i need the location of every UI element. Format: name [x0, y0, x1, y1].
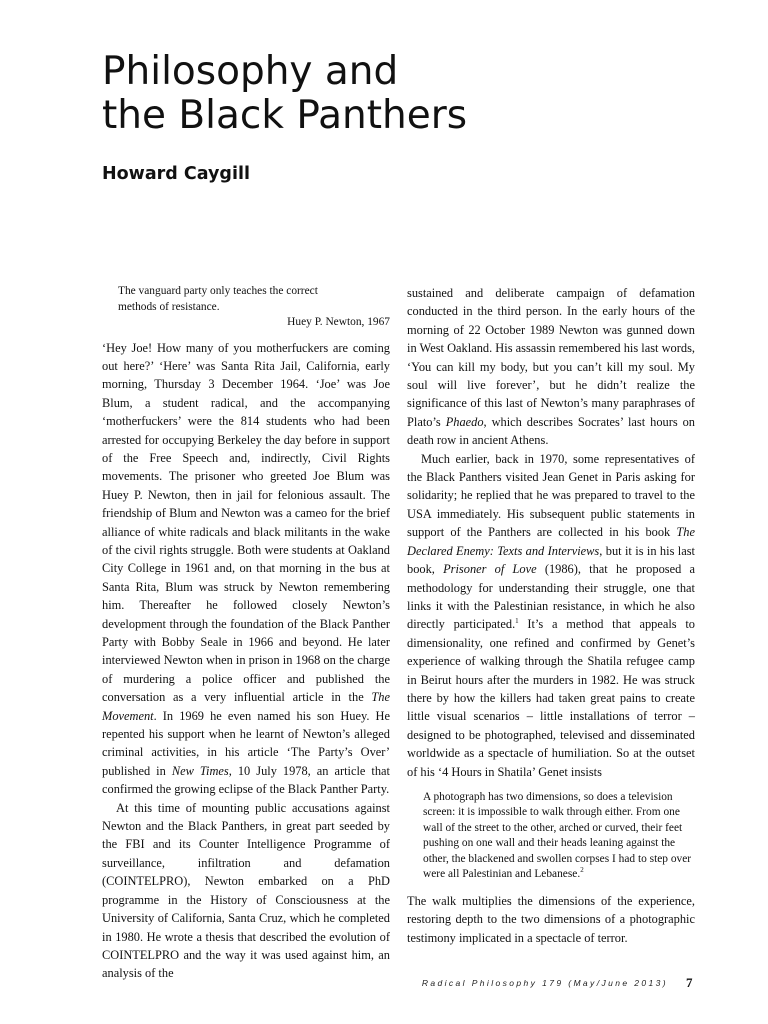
- paragraph-text: ‘Hey Joe! How many of you motherfuckers are coming out here?’ ‘Here’ was Santa Rita Jail, California, early morning, Thursday 3 December 1964. ‘Joe’ was Joe Blum, a student radical, and the accompanying ‘motherfuckers’ were the 814 students who had been arrested for occupying Berkeley the day before in support of the Free Speech and, indirectly, Civil Rights movements. The prisoner who greeted Joe Blum was Huey P. Newton, then in jail for felonious assault. The friendship of Blum and Newton was a cameo for the brief alliance of white radicals and black militants in the wake of the civil rights struggle. Both were students at Oakland City College in 1961 and, on that morning in the bus at Santa Rita, Blum was struck by Newton remembering him. Thereafter he followed closely Newton’s development through the foundation of the Black Panther Party with Bobby Seale in 1966 and beyond. He later interviewed Newton when in prison in 1968 on the charge of murdering a police officer and published the conversation as a very influential article in the: [102, 340, 390, 705]
- paragraph-text: , 10 July 1978, an article that confirmed the growing eclipse of the Black Panther Party.: [102, 763, 390, 797]
- title-line-1: Philosophy and: [102, 49, 399, 94]
- page-number: 7: [686, 975, 693, 990]
- footnote-ref[interactable]: 2: [580, 866, 584, 875]
- epigraph-quote: The vanguard party only teaches the correct methods of resistance.: [118, 285, 318, 313]
- running-footer: Radical Philosophy 179 (May/June 2013): [421, 978, 668, 988]
- italic-title: The Declared Enemy: Texts and Interviews: [407, 525, 695, 558]
- left-column: [102, 284, 390, 983]
- paragraph-text: It’s a method that appeals to dimensionality, one refined and confirmed by Genet’s experience of walking through the Shatila refugee camp in Beirut hours after the murders in 1982. He was struck there by how the killers had taken great pains to create little visual scenarios – little installations of terror – designed to be photographed, televised and disseminated worldwide as a spectacle of humiliation. So at the outset of his ‘4 Hours in Shatila’ Genet insists: [407, 617, 695, 779]
- footnote-ref[interactable]: 1: [515, 617, 519, 626]
- paragraph-text: (1986), that he proposed a methodology for understanding their struggle, one that links it with the Palestinian resistance, in which he also directly participated.: [407, 562, 695, 632]
- paragraph: [407, 450, 695, 781]
- paragraph: The walk multiplies the dimensions of the experience, restoring depth to the two dimensions of a photographic testimony implicated in a spectacle of terror.: [407, 893, 695, 945]
- paragraph: [407, 284, 695, 450]
- italic-title: Prisoner of Love: [443, 562, 537, 577]
- block-quote: [423, 790, 695, 883]
- italic-title: New Times: [171, 763, 229, 778]
- italic-title: The Movement: [102, 690, 390, 723]
- epigraph-attribution: Huey P. Newton, 1967: [287, 316, 390, 328]
- paragraph-text: . In 1969 he even named his son Huey. He repented his support when he learnt of Newton’s alleged criminal activities, in his article ‘The Party’s Over’ published in: [102, 708, 390, 778]
- paragraph-text: , which describes Socrates’ last hours on death row in ancient Athens.: [407, 414, 695, 448]
- epigraph: [102, 284, 390, 331]
- right-column: [407, 284, 695, 947]
- paragraph-text: , but it is in his last book,: [407, 543, 695, 577]
- article-title: [102, 50, 467, 138]
- paragraph: [102, 339, 390, 799]
- paragraph-text: Much earlier, back in 1970, some representatives of the Black Panthers visited Jean Genet in Paris asking for solidarity; he replied that he was prepared to travel to the USA immediately. His subsequent public statements in support of the Panthers are collected in his book: [407, 451, 695, 540]
- paragraph-text: sustained and deliberate campaign of defamation conducted in the third person. In the early hours of the morning of 22 October 1989 Newton was gunned down in West Oakland. His assassin remembered his last words, ‘You can kill my body, but you can’t kill my soul. My soul will live forever’, but he didn’t realize the significance of this last of Newton’s many paraphrases of Plato’s: [407, 286, 695, 429]
- title-line-2: the Black Panthers: [102, 93, 468, 138]
- author-name: Howard Caygill: [102, 164, 250, 184]
- italic-title: Phaedo: [445, 414, 484, 429]
- paragraph: At this time of mounting public accusations against Newton and the Black Panthers, in great part seeded by the FBI and its Counter Intelligence Programme of surveillance, infiltration and defamation (COINTELPRO), Newton embarked on a PhD programme in the History of Consciousness at the University of California, Santa Cruz, which he completed in 1980. He wrote a thesis that described the evolution of COINTELPRO and the way it was used against him, an analysis of the: [102, 800, 390, 981]
- quote-text: A photograph has two dimensions, so does a television screen: it is impossible to walk through either. From one wall of the street to the other, arched or curved, their feet pushing on one wall and their heads leaning against the other, the blackened and swollen corpses I had to step over were all Palestinian and Lebanese.: [423, 790, 692, 881]
